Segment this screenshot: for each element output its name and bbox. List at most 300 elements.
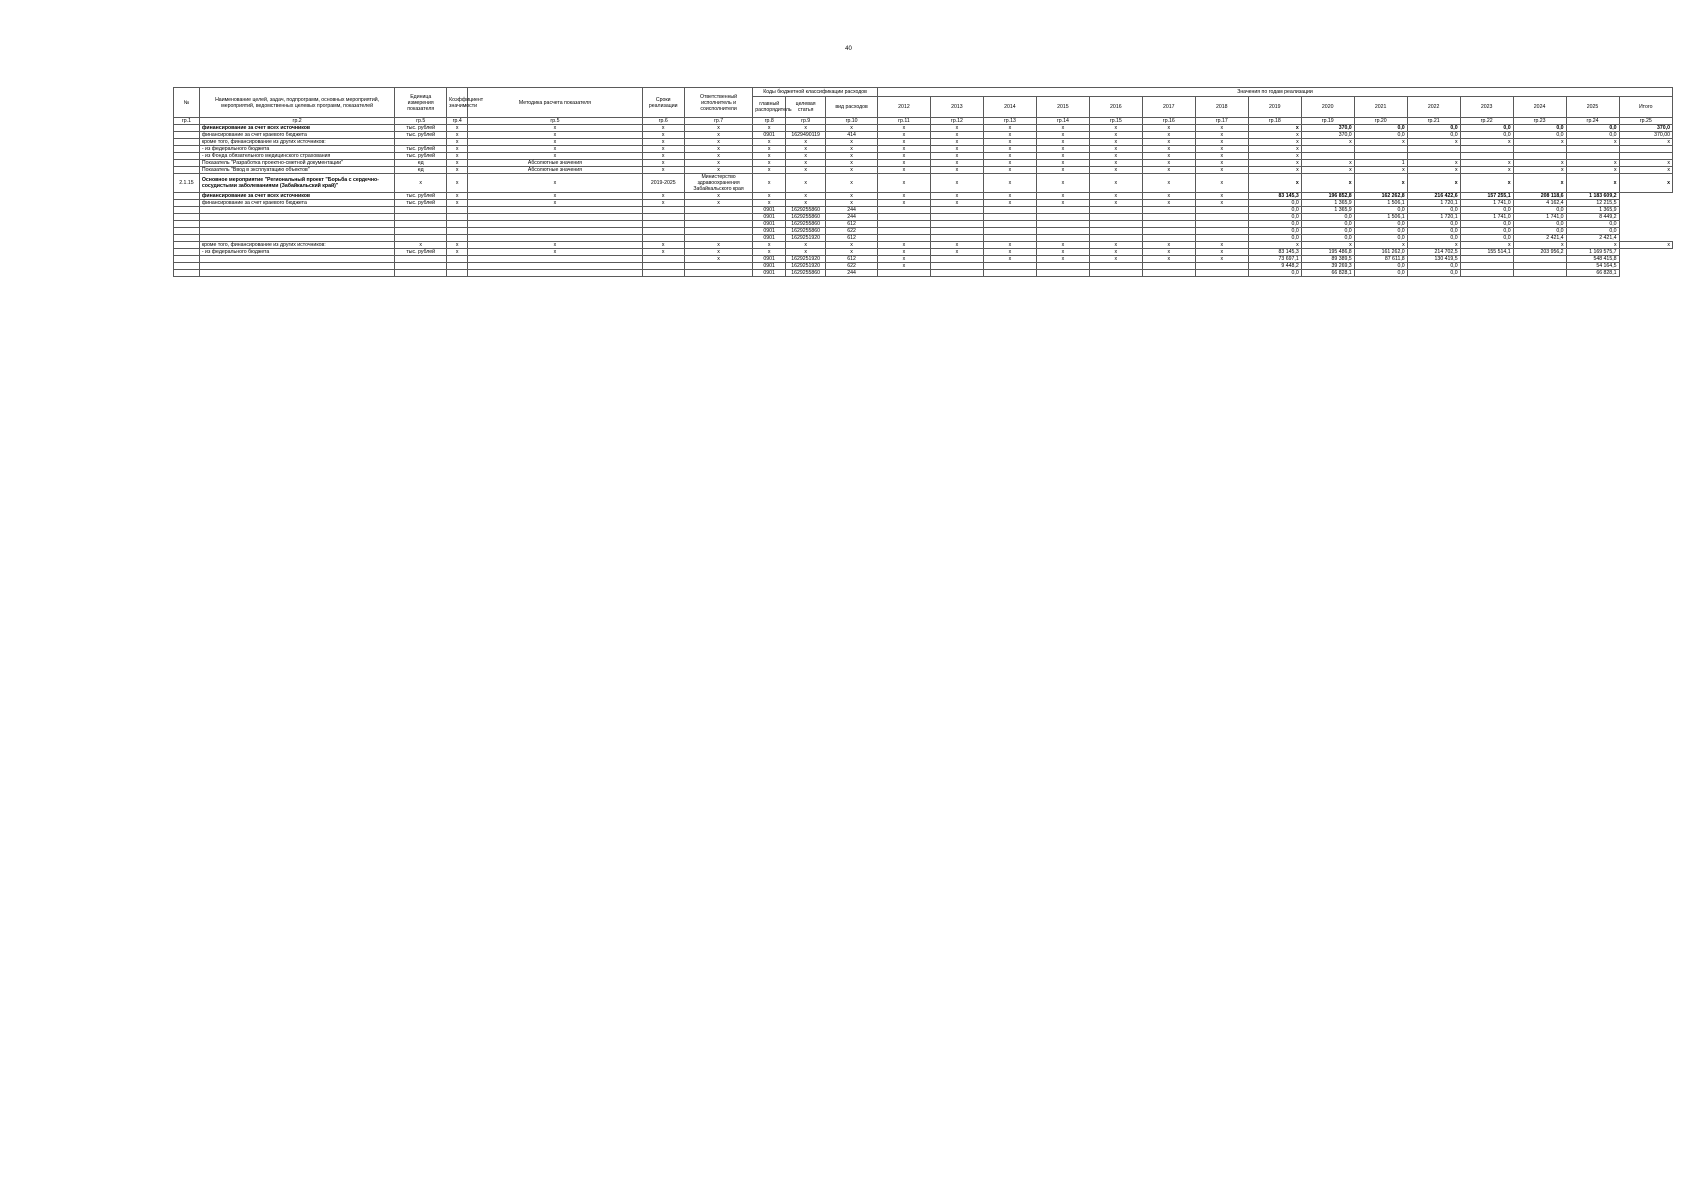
table-cell: x [826, 153, 878, 160]
table-cell [395, 214, 447, 221]
table-cell [1460, 146, 1513, 153]
table-cell: 1629251920 [786, 263, 826, 270]
table-cell [1460, 270, 1513, 277]
table-cell [983, 221, 1036, 228]
table-cell [642, 228, 684, 235]
table-cell: x [1301, 174, 1354, 193]
table-row [174, 167, 1673, 174]
table-cell: 130 419,5 [1407, 256, 1460, 263]
table-cell: x [1407, 174, 1460, 193]
table-cell: 83 145,3 [1248, 193, 1301, 200]
table-cell: x [786, 160, 826, 167]
table-cell: 370,0 [1619, 125, 1672, 132]
colnum-cell: гр.12 [930, 118, 983, 125]
table-cell: x [983, 139, 1036, 146]
table-cell: x [930, 153, 983, 160]
table-cell [1513, 153, 1566, 160]
col-year: 2017 [1142, 97, 1195, 118]
table-cell: x [1248, 139, 1301, 146]
table-cell [447, 235, 468, 242]
table-cell [877, 270, 930, 277]
colnum-cell: гр.13 [983, 118, 1036, 125]
table-row [174, 160, 1673, 167]
table-cell: x [1195, 193, 1248, 200]
colnum-cell: гр.25 [1619, 118, 1672, 125]
table-cell: x [1195, 139, 1248, 146]
table-cell: 0,0 [1407, 132, 1460, 139]
table-cell [1089, 270, 1142, 277]
table-cell: 0,0 [1248, 235, 1301, 242]
table-cell: x [468, 139, 642, 146]
table-cell: x [642, 132, 684, 139]
table-cell: x [753, 125, 786, 132]
table-cell: x [1513, 139, 1566, 146]
table-cell: x [468, 132, 642, 139]
table-cell: x [447, 132, 468, 139]
table-cell: x [877, 200, 930, 207]
table-cell: ед [395, 160, 447, 167]
table-cell: x [786, 200, 826, 207]
table-cell: x [753, 242, 786, 249]
table-cell [174, 132, 200, 139]
colnum-cell: гр.15 [1089, 118, 1142, 125]
table-cell [684, 214, 752, 221]
table-row [174, 249, 1673, 256]
table-cell [1195, 207, 1248, 214]
page-number: 40 [845, 46, 852, 52]
table-cell: x [642, 167, 684, 174]
table-cell: x [786, 193, 826, 200]
table-cell: x [983, 153, 1036, 160]
table-cell [395, 221, 447, 228]
table-cell: x [1407, 160, 1460, 167]
table-cell: x [1195, 256, 1248, 263]
table-cell: x [983, 167, 1036, 174]
table-cell: x [1036, 132, 1089, 139]
table-cell: 0,0 [1354, 228, 1407, 235]
table-cell: x [877, 256, 930, 263]
table-cell: x [684, 242, 752, 249]
row-name-cell: кроме того, финансирование из других источников: [199, 139, 394, 146]
table-cell: 0,0 [1354, 125, 1407, 132]
table-cell: x [1142, 193, 1195, 200]
table-cell: Абсолютные значения [468, 160, 642, 167]
table-cell: x [447, 242, 468, 249]
table-cell: 0901 [753, 228, 786, 235]
table-cell: 0,0 [1354, 263, 1407, 270]
table-cell: 1 741,0 [1460, 200, 1513, 207]
table-cell: 73 697,1 [1248, 256, 1301, 263]
table-cell: x [1142, 160, 1195, 167]
table-cell [395, 228, 447, 235]
table-cell: x [1566, 242, 1619, 249]
row-name-cell: Показатель "Ввод в эксплуатацию объектов" [199, 167, 394, 174]
table-cell: x [877, 139, 930, 146]
table-cell [1036, 228, 1089, 235]
table-cell: x [930, 200, 983, 207]
table-cell [1089, 221, 1142, 228]
colnum-cell: гр.1 [174, 118, 200, 125]
table-cell: тыс. рублей [395, 125, 447, 132]
table-cell: x [1195, 132, 1248, 139]
table-cell: 622 [826, 228, 878, 235]
col-year: 2012 [877, 97, 930, 118]
table-cell: 2 421,4 [1513, 235, 1566, 242]
table-cell: x [468, 146, 642, 153]
table-cell: 0901 [753, 263, 786, 270]
table-cell: x [1248, 125, 1301, 132]
table-cell [642, 207, 684, 214]
table-cell: 0,0 [1460, 132, 1513, 139]
table-cell: 0,0 [1407, 270, 1460, 277]
table-cell [395, 270, 447, 277]
table-cell: x [642, 193, 684, 200]
table-cell: x [684, 153, 752, 160]
table-cell: x [684, 125, 752, 132]
table-cell [174, 235, 200, 242]
table-cell: x [826, 249, 878, 256]
table-cell: x [642, 125, 684, 132]
col-year: 2020 [1301, 97, 1354, 118]
table-cell [983, 235, 1036, 242]
table-cell [1142, 214, 1195, 221]
table-cell [1460, 263, 1513, 270]
table-body [174, 125, 1673, 277]
table-row [174, 146, 1673, 153]
table-cell: x [1195, 146, 1248, 153]
table-cell: x [1513, 242, 1566, 249]
table-cell: x [1248, 174, 1301, 193]
table-cell: x [1142, 174, 1195, 193]
table-cell: 0,0 [1301, 228, 1354, 235]
indicators-table [173, 87, 1673, 277]
table-cell: 0,0 [1354, 235, 1407, 242]
table-cell: 54 164,5 [1566, 263, 1619, 270]
col-year: 2024 [1513, 97, 1566, 118]
table-cell: x [983, 256, 1036, 263]
colnum-cell: гр.11 [877, 118, 930, 125]
table-row [174, 139, 1673, 146]
row-name-cell: - из Фонда обязательного медицинского страхования [199, 153, 394, 160]
table-cell: 2 421,4 [1566, 235, 1619, 242]
table-cell [447, 256, 468, 263]
table-cell [1036, 235, 1089, 242]
table-cell: x [983, 160, 1036, 167]
colnum-cell: гр.24 [1566, 118, 1619, 125]
table-cell: x [1089, 174, 1142, 193]
table-cell: x [1089, 256, 1142, 263]
table-cell: x [1195, 125, 1248, 132]
table-cell: x [877, 249, 930, 256]
table-cell [174, 153, 200, 160]
table-cell [877, 207, 930, 214]
table-cell: x [468, 249, 642, 256]
col-year: 2019 [1248, 97, 1301, 118]
table-cell: 0901 [753, 235, 786, 242]
table-cell [1142, 263, 1195, 270]
table-cell: x [753, 139, 786, 146]
table-cell [1195, 235, 1248, 242]
colnum-cell: гр.6 [642, 118, 684, 125]
table-cell: 0,0 [1513, 228, 1566, 235]
table-cell [1195, 263, 1248, 270]
table-cell: 0,0 [1513, 221, 1566, 228]
table-cell: 8 449,2 [1566, 214, 1619, 221]
table-cell: x [447, 200, 468, 207]
col-year: 2023 [1460, 97, 1513, 118]
table-cell: x [1248, 160, 1301, 167]
table-row [174, 153, 1673, 160]
table-cell: x [786, 174, 826, 193]
table-cell: x [1619, 167, 1672, 174]
table-cell [1089, 263, 1142, 270]
table-cell [447, 270, 468, 277]
table-cell [468, 263, 642, 270]
table-cell: x [877, 193, 930, 200]
table-cell: x [1460, 167, 1513, 174]
col-unit: Единица измерения показателя [395, 88, 447, 118]
table-cell [468, 214, 642, 221]
table-cell: 0,0 [1301, 221, 1354, 228]
table-cell: x [1036, 174, 1089, 193]
table-cell [930, 228, 983, 235]
row-name-cell [199, 256, 394, 263]
table-cell: x [983, 249, 1036, 256]
table-cell [1460, 256, 1513, 263]
table-cell [174, 214, 200, 221]
table-cell: x [1301, 139, 1354, 146]
table-cell: x [468, 200, 642, 207]
colnum-cell: гр.7 [684, 118, 752, 125]
row-name-cell: Основное мероприятие "Региональный проект "Борьба с сердечно-сосудистыми заболеваниями (Забайкальский край)" [199, 174, 394, 193]
table-cell: x [877, 167, 930, 174]
table-cell: x [930, 193, 983, 200]
table-cell [1513, 270, 1566, 277]
table-cell: x [1354, 242, 1407, 249]
table-cell: x [447, 193, 468, 200]
table-cell: 548 415,8 [1566, 256, 1619, 263]
table-cell: 0,0 [1566, 125, 1619, 132]
table-cell: 1 720,1 [1407, 200, 1460, 207]
table-cell: x [1089, 167, 1142, 174]
table-row [174, 263, 1673, 270]
colnum-cell: гр.23 [1513, 118, 1566, 125]
table-cell: x [1301, 242, 1354, 249]
table-cell: x [642, 160, 684, 167]
table-cell: x [642, 153, 684, 160]
col-no: № [174, 88, 200, 118]
table-cell [1036, 207, 1089, 214]
table-cell [983, 214, 1036, 221]
table-cell: x [1407, 139, 1460, 146]
table-cell: x [447, 174, 468, 193]
table-cell: 0901 [753, 256, 786, 263]
table-cell: x [1036, 242, 1089, 249]
table-cell: x [684, 139, 752, 146]
col-exec: Ответственный исполнитель и соисполнители [684, 88, 752, 118]
row-name-cell: финансирование за счет краевого бюджета [199, 200, 394, 207]
table-cell [930, 263, 983, 270]
table-cell: x [468, 174, 642, 193]
table-cell [1142, 270, 1195, 277]
table-cell [684, 228, 752, 235]
table-cell: x [642, 139, 684, 146]
colnum-cell: гр.19 [1301, 118, 1354, 125]
table-row [174, 214, 1673, 221]
table-cell: 0901 [753, 214, 786, 221]
table-cell: x [930, 125, 983, 132]
table-cell: x [1619, 242, 1672, 249]
table-cell: 1629255860 [786, 207, 826, 214]
table-row [174, 228, 1673, 235]
table-cell: 1629251920 [786, 235, 826, 242]
table-cell: x [877, 132, 930, 139]
table-cell: x [930, 146, 983, 153]
table-cell: x [877, 125, 930, 132]
col-vr: вид расходов [826, 97, 878, 118]
table-cell: x [786, 146, 826, 153]
col-grbs: главный распорядитель [753, 97, 786, 118]
table-cell: 414 [826, 132, 878, 139]
table-cell [468, 221, 642, 228]
row-name-cell [199, 270, 394, 277]
table-cell: x [1036, 256, 1089, 263]
table-cell: x [1089, 160, 1142, 167]
table-cell: 1629255860 [786, 228, 826, 235]
table-cell: x [1195, 160, 1248, 167]
table-cell: 162 262,8 [1354, 193, 1407, 200]
table-cell: 0901 [753, 270, 786, 277]
table-cell: x [1248, 132, 1301, 139]
col-kbk-group: Коды бюджетной классификации расходов [753, 88, 878, 97]
table-cell: x [1195, 200, 1248, 207]
table-cell: x [753, 153, 786, 160]
table-cell: x [930, 160, 983, 167]
table-cell: тыс. рублей [395, 249, 447, 256]
table-cell: x [753, 146, 786, 153]
table-cell [468, 235, 642, 242]
table-cell: x [642, 146, 684, 153]
table-cell [684, 207, 752, 214]
table-cell [1089, 235, 1142, 242]
col-csr: целевая статья [786, 97, 826, 118]
table-cell: 216 422,6 [1407, 193, 1460, 200]
table-cell: x [983, 125, 1036, 132]
table-cell [1407, 146, 1460, 153]
table-cell: x [1142, 146, 1195, 153]
table-cell: x [395, 174, 447, 193]
table-cell: x [786, 125, 826, 132]
table-cell: x [826, 167, 878, 174]
colnum-cell: гр.8 [753, 118, 786, 125]
table-cell: x [684, 146, 752, 153]
table-cell: x [468, 153, 642, 160]
table-cell: x [447, 153, 468, 160]
col-year: 2014 [983, 97, 1036, 118]
table-cell: x [1566, 167, 1619, 174]
table-row [174, 174, 1673, 193]
row-name-cell [199, 221, 394, 228]
table-cell: 87 611,8 [1354, 256, 1407, 263]
table-cell: 0,0 [1566, 228, 1619, 235]
table-cell: 214 702,5 [1407, 249, 1460, 256]
table-cell: x [877, 146, 930, 153]
table-cell: x [447, 249, 468, 256]
table-cell [174, 207, 200, 214]
table-cell: 0,0 [1301, 235, 1354, 242]
table-cell: 0,0 [1407, 221, 1460, 228]
table-cell: x [642, 242, 684, 249]
table-cell: x [930, 139, 983, 146]
table-cell: x [1460, 139, 1513, 146]
table-cell: 161 262,0 [1354, 249, 1407, 256]
table-cell: x [753, 193, 786, 200]
table-cell: x [1195, 167, 1248, 174]
table-cell: x [468, 242, 642, 249]
table-cell [642, 263, 684, 270]
table-cell: x [1036, 200, 1089, 207]
table-cell: x [983, 132, 1036, 139]
table-cell: x [684, 132, 752, 139]
table-cell: x [983, 193, 1036, 200]
colnum-cell: гр.18 [1248, 118, 1301, 125]
table-row [174, 193, 1673, 200]
table-row [174, 256, 1673, 263]
table-row [174, 125, 1673, 132]
table-cell [447, 207, 468, 214]
table-cell: x [1036, 153, 1089, 160]
table-cell [930, 270, 983, 277]
table-cell: x [826, 200, 878, 207]
table-cell: 1 183 609,2 [1566, 193, 1619, 200]
table-cell: x [1036, 249, 1089, 256]
table-cell: тыс. рублей [395, 153, 447, 160]
table-cell [1619, 153, 1672, 160]
table-cell: 1629490119 [786, 132, 826, 139]
colnum-cell: гр.21 [1407, 118, 1460, 125]
table-cell: 612 [826, 221, 878, 228]
table-cell: 0,0 [1248, 207, 1301, 214]
table-cell: x [395, 242, 447, 249]
table-cell: 0,0 [1460, 125, 1513, 132]
table-header [174, 88, 1673, 125]
table-cell: x [1354, 174, 1407, 193]
table-cell: x [1566, 174, 1619, 193]
table-cell [468, 256, 642, 263]
table-cell: 1 506,1 [1354, 200, 1407, 207]
table-cell [174, 125, 200, 132]
table-cell: x [642, 200, 684, 207]
table-cell: x [1460, 174, 1513, 193]
table-cell: 370,0 [1301, 132, 1354, 139]
table-cell: x [753, 167, 786, 174]
table-cell: x [1195, 249, 1248, 256]
table-cell: x [983, 146, 1036, 153]
table-cell: 1 365,9 [1566, 207, 1619, 214]
table-cell: x [1089, 153, 1142, 160]
table-row [174, 270, 1673, 277]
table-cell: 370,00 [1619, 132, 1672, 139]
table-cell: тыс. рублей [395, 146, 447, 153]
table-cell: x [1460, 242, 1513, 249]
table-row [174, 132, 1673, 139]
table-cell [1142, 235, 1195, 242]
table-cell: x [877, 242, 930, 249]
table-cell: x [1142, 132, 1195, 139]
table-cell: x [447, 167, 468, 174]
table-cell [468, 228, 642, 235]
table-cell [174, 256, 200, 263]
